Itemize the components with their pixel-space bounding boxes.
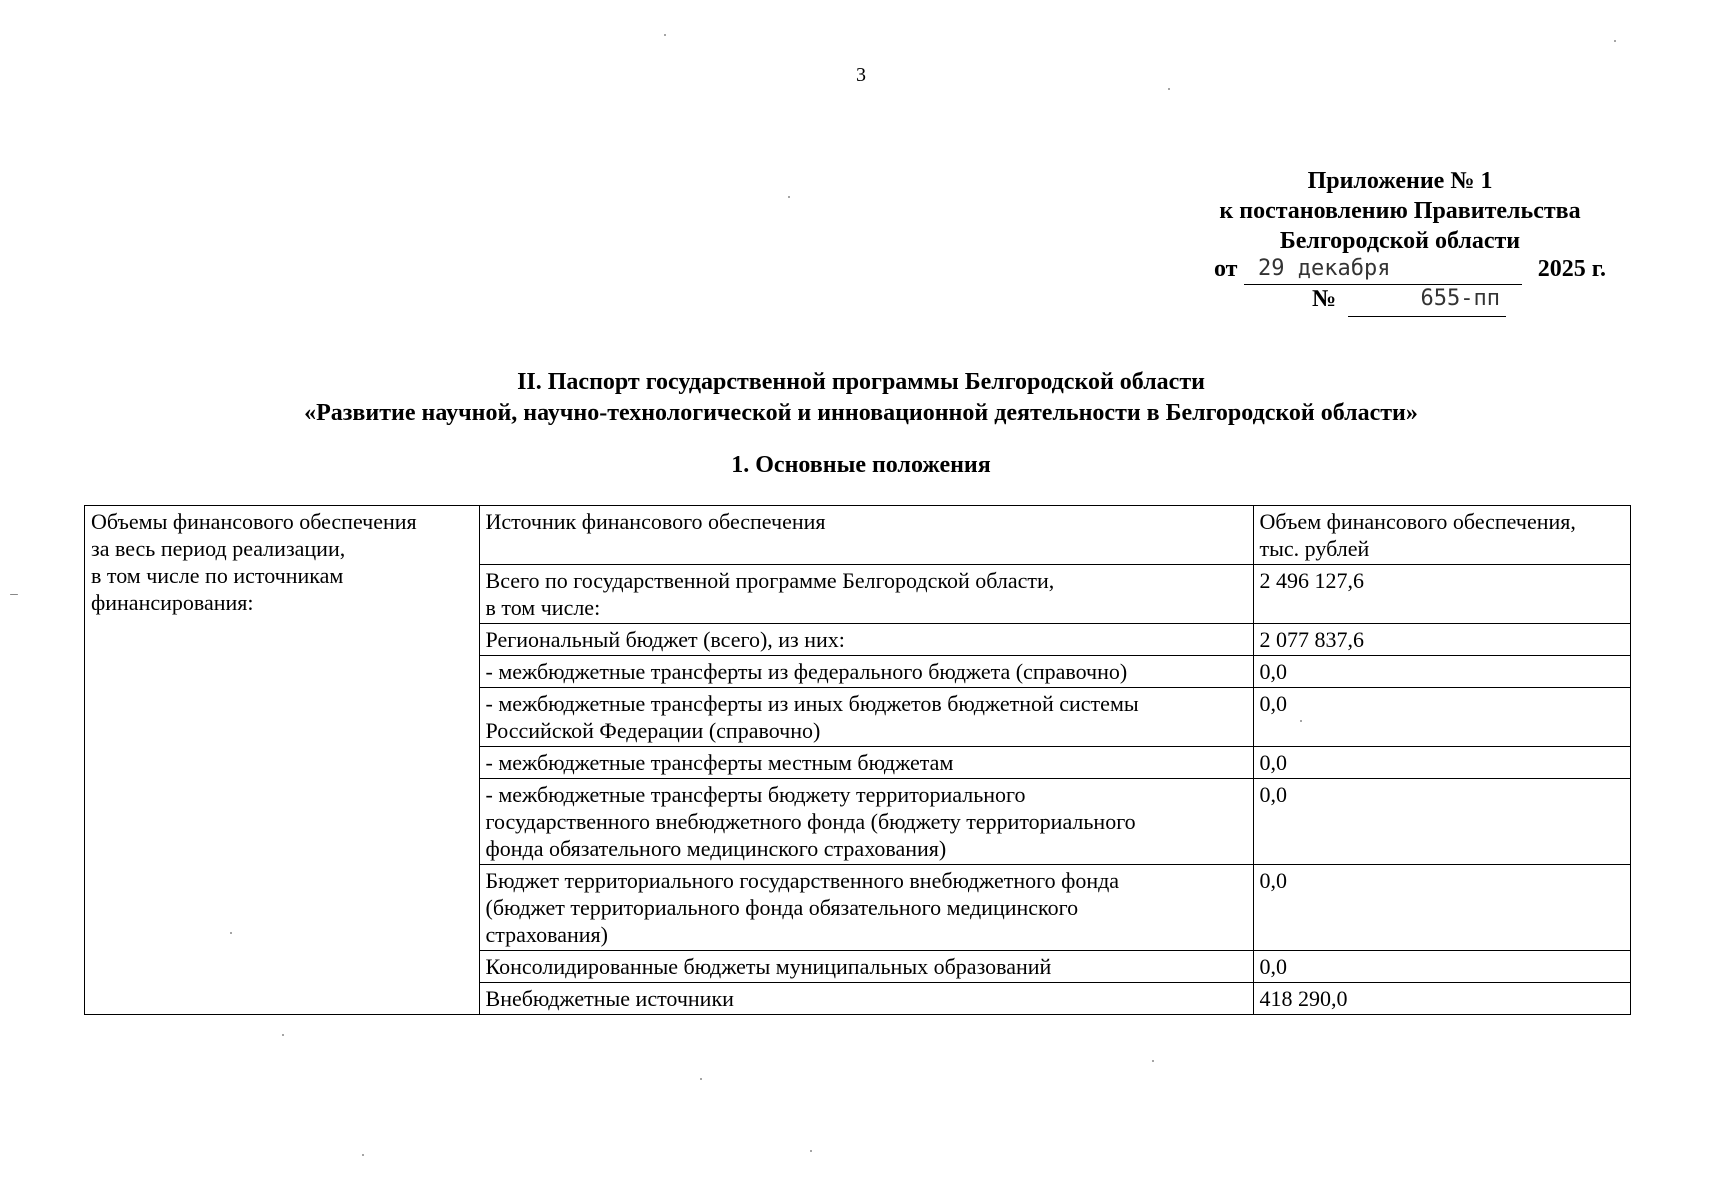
amount-cell: 0,0: [1253, 779, 1630, 865]
section-title-line-1: II. Паспорт государственной программы Белгородской области: [517, 369, 1205, 395]
appendix-resolution-line: к постановлению Правительства: [1219, 198, 1581, 224]
source-cell: Консолидированные бюджеты муниципальных образований: [479, 951, 1253, 983]
amount-cell: 2 496 127,6: [1253, 565, 1630, 624]
number-value: 655-пп: [1420, 286, 1500, 311]
date-value: 29 декабря: [1258, 256, 1391, 281]
source-cell: - межбюджетные трансферты из федерального бюджета (справочно): [479, 656, 1253, 688]
table-row-header: [85, 506, 1631, 565]
section-title: [0, 367, 1714, 429]
amount-cell: 0,0: [1253, 865, 1630, 951]
date-prefix: от: [1214, 256, 1238, 282]
date-year: 2025 г.: [1537, 256, 1606, 282]
amount-cell: 0,0: [1253, 688, 1630, 747]
header-source-cell: Источник финансового обеспечения: [479, 506, 1253, 565]
amount-cell: 418 290,0: [1253, 983, 1630, 1015]
appendix-date-line: [1210, 256, 1620, 286]
subsection-title: 1. Основные положения: [731, 452, 991, 478]
source-cell: - межбюджетные трансферты из иных бюджетов бюджетной системы Российской Федерации (справочно): [479, 688, 1253, 747]
amount-cell: 0,0: [1253, 951, 1630, 983]
source-cell: Внебюджетные источники: [479, 983, 1253, 1015]
amount-cell: 0,0: [1253, 656, 1630, 688]
amount-cell: 0,0: [1253, 747, 1630, 779]
source-cell: Региональный бюджет (всего), из них:: [479, 624, 1253, 656]
appendix-number-line: [1312, 286, 1512, 318]
header-amount-cell: Объем финансового обеспечения, тыс. рублей: [1253, 506, 1630, 565]
appendix-header: [1180, 166, 1620, 256]
financing-table: [84, 505, 1631, 1015]
amount-cell: 2 077 837,6: [1253, 624, 1630, 656]
appendix-region-line: Белгородской области: [1279, 228, 1521, 254]
source-cell: - межбюджетные трансферты бюджету территориального государственного внебюджетного фонда (бюджету территориального фонда обязательного медицинского страхования): [479, 779, 1253, 865]
page-number: 3: [856, 64, 866, 86]
source-cell: Бюджет территориального государственного внебюджетного фонда (бюджет территориального фонда обязательного медицинского страхования): [479, 865, 1253, 951]
appendix-title: Приложение № 1: [1307, 168, 1493, 194]
source-cell: - межбюджетные трансферты местным бюджетам: [479, 747, 1253, 779]
financing-label-cell: Объемы финансового обеспечения за весь период реализации, в том числе по источникам финансирования:: [85, 506, 480, 1015]
source-cell: Всего по государственной программе Белгородской области, в том числе:: [479, 565, 1253, 624]
number-prefix: №: [1312, 286, 1337, 312]
section-title-line-2: «Развитие научной, научно-технологической и инновационной деятельности в Белгородской области»: [304, 400, 1418, 426]
